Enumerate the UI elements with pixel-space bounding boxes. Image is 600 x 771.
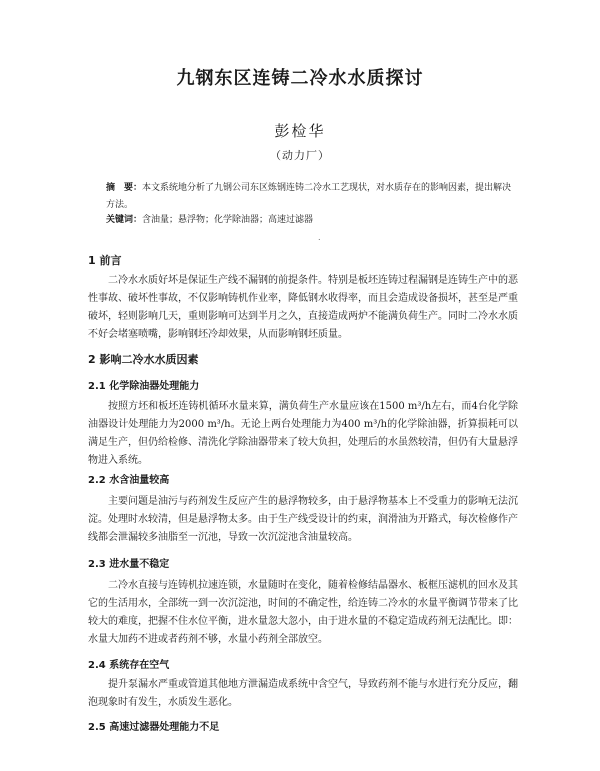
keywords — [106, 212, 516, 229]
section-heading-factors: 2 影响二冷水水质因素 — [88, 353, 199, 366]
subsection-paragraph-2-1: 按照方坯和板坯连铸机循环水量来算，满负荷生产水量应该在1500 m³/h左右，而4台化学除油器设计处理能力为2000 m³/h。无论上两台处理能力为400 m³/h的化学除油器，折算损耗可以满足生产，但仍给检修、清洗化学除油器带来了较大负担，处理后的水虽然较清，但仍有大量悬浮物进入系统。 — [88, 401, 518, 466]
subsection-heading-2-5: 2.5 高速过滤器处理能力不足 — [88, 722, 220, 733]
separator-dot: . — [318, 233, 321, 242]
paper-title: 九钢东区连铸二冷水水质探讨 — [176, 68, 424, 89]
author-name: 彭检华 — [274, 122, 326, 140]
keywords-text: 含油量；悬浮物；化学除油器；高速过滤器 — [142, 215, 314, 225]
subsection-paragraph-2-4: 提升泵漏水严重或管道其他地方泄漏造成系统中含空气，导致药剂不能与水进行充分反应，翻泡现象时有发生，水质发生恶化。 — [88, 679, 518, 708]
subsection-heading-2-2: 2.2 水含油量较高 — [88, 475, 170, 486]
abstract — [106, 180, 516, 214]
abstract-text: 本文系统地分析了九钢公司东区炼钢连铸二冷水工艺现状，对水质存在的影响因素，提出解决方法。 — [106, 183, 512, 210]
section-heading-intro: 1 前言 — [88, 254, 122, 267]
subsection-heading-2-1: 2.1 化学除油器处理能力 — [88, 381, 200, 392]
subsection-paragraph-2-2: 主要问题是油污与药剂发生反应产生的悬浮物较多，由于悬浮物基本上不受重力的影响无法沉淀。处理时水较清，但是悬浮物太多。由于生产线受设计的约束，润滑油为开路式，每次检修作产线都会泄漏较多油脂至一沉池，导致一次沉淀池含油量较高。 — [88, 496, 518, 543]
subsection-paragraph-2-3: 二冷水直接与连铸机拉速连锁，水量随时在变化，随着检修结晶器水、板框压滤机的回水及其它的生活用水，全部统一到一次沉淀池，时间的不确定性，给连铸二冷水的水量平衡调节带来了比较大的难度，把握不住水位平衡，进水量忽大忽小，由于进水量的不稳定造成药剂无法配比。即：水量大加药不进或者药剂不够，水量小药剂全部放空。 — [88, 580, 518, 645]
subsection-heading-2-4: 2.4 系统存在空气 — [88, 660, 170, 671]
author-affiliation: （动力厂） — [270, 149, 330, 162]
abstract-label: 摘 要： — [106, 183, 143, 193]
keywords-label: 关键词： — [106, 215, 143, 225]
section-paragraph-intro: 二冷水水质好坏是保证生产线不漏钢的前提条件。特别是板坯连铸过程漏钢是连铸生产中的恶性事故、破坏性事故，不仅影响铸机作业率，降低钢水收得率，而且会造成设备损坏，甚至是严重破坏，轻则影响几天，重则影响可达到半月之久，直接造成两炉不能满负荷生产。同时二冷水水质不好会堵塞喷嘴，影响钢坯冷却效果，从而影响钢坯质量。 — [88, 275, 518, 340]
subsection-heading-2-3: 2.3 进水量不稳定 — [88, 559, 170, 570]
